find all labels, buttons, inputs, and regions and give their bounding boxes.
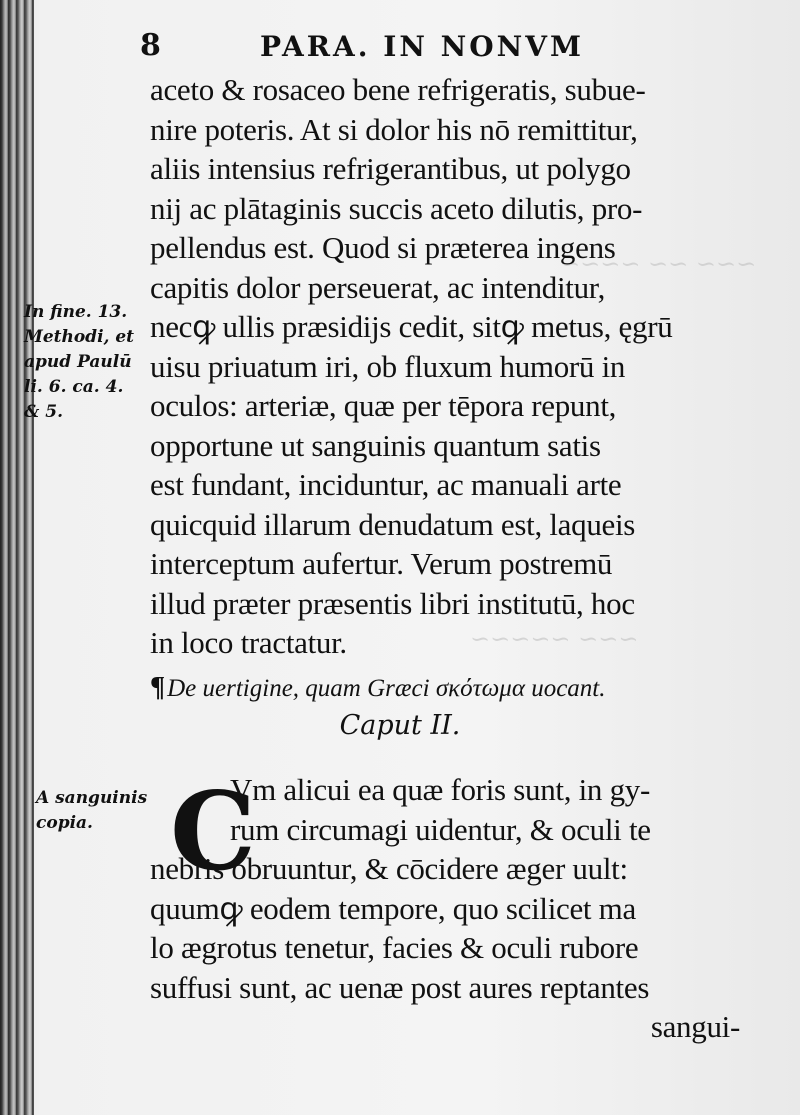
- section-heading-text: De uertigine, quam Græci σκότωμα uocant.: [167, 675, 606, 702]
- text-line: oculos: arteriæ, quæ per tēpora repunt,: [150, 388, 617, 423]
- chapter-label: Caput II.: [339, 710, 461, 741]
- margin-note-line: & 5.: [24, 402, 64, 422]
- pilcrow-icon: ¶: [150, 672, 166, 703]
- section-heading-block: [150, 670, 730, 746]
- text-line: interceptum aufertur. Verum postremū: [150, 546, 613, 581]
- text-line: est fundant, inciduntur, ac manuali arte: [150, 467, 622, 502]
- margin-note-line: In fine. 13.: [24, 302, 128, 322]
- text-line: aliis intensius refrigerantibus, ut polygo: [150, 151, 631, 186]
- margin-note-line: A sanguinis: [36, 788, 148, 808]
- text-line: quumꝙ eodem tempore, quo scilicet ma: [150, 890, 636, 926]
- margin-note-line: li. 6. ca. 4.: [24, 377, 124, 397]
- margin-note-line: apud Paulū: [24, 352, 132, 372]
- show-through-bleed: ~~~ ~~ ~~~~: [560, 250, 757, 278]
- text-line: in loco tractatur.: [150, 625, 347, 660]
- text-line: rum circumagi uidentur, & oculi te: [230, 811, 651, 847]
- text-line: illud præter præsentis libri institutū, hoc: [150, 585, 635, 621]
- show-through-bleed: ~~~ ~~~~~: [470, 625, 639, 653]
- section-text: [150, 770, 740, 1047]
- section-heading: [150, 670, 730, 706]
- running-header: [140, 28, 740, 68]
- text-line: opportune ut sanguinis quantum satis: [150, 427, 601, 463]
- text-line: Vm alicui ea quæ foris sunt, in gy-: [230, 772, 650, 807]
- text-line: aceto & rosaceo bene refrigeratis, subue-: [150, 72, 646, 107]
- text-line: quicquid illarum denudatum est, laqueis: [150, 506, 636, 542]
- drop-cap: C: [170, 769, 256, 895]
- text-line: nebris obruuntur, & cōcidere æger uult:: [150, 851, 628, 886]
- text-line: pellendus est. Quod si præterea ingens: [150, 230, 616, 265]
- running-head: PARA. IN NONVM: [260, 30, 584, 63]
- book-gutter: [0, 0, 34, 1115]
- margin-note-line: Methodi, et: [24, 327, 135, 347]
- text-line: uisu priuatum iri, ob fluxum humorū in: [150, 348, 626, 384]
- main-text: [150, 70, 720, 663]
- margin-note-line: copia.: [36, 813, 93, 833]
- margin-note-reference: [24, 300, 148, 425]
- text-line: nij ac plātaginis succis aceto dilutis, pro-: [150, 190, 643, 226]
- page-number: 8: [140, 28, 161, 63]
- text-line: necꝙ ullis præsidijs cedit, sitꝙ metus, ęgrū: [150, 309, 673, 344]
- catchword: sangui-: [650, 1009, 740, 1044]
- text-line: capitis dolor perseuerat, ac intenditur,: [150, 269, 606, 305]
- text-line: nire poteris. At si dolor his nō remittitur,: [150, 111, 638, 147]
- text-line: suffusi sunt, ac uenæ post aures reptantes: [150, 969, 650, 1005]
- text-line: lo ægrotus tenetur, facies & oculi rubore: [150, 930, 639, 965]
- margin-note-topic: [36, 786, 156, 836]
